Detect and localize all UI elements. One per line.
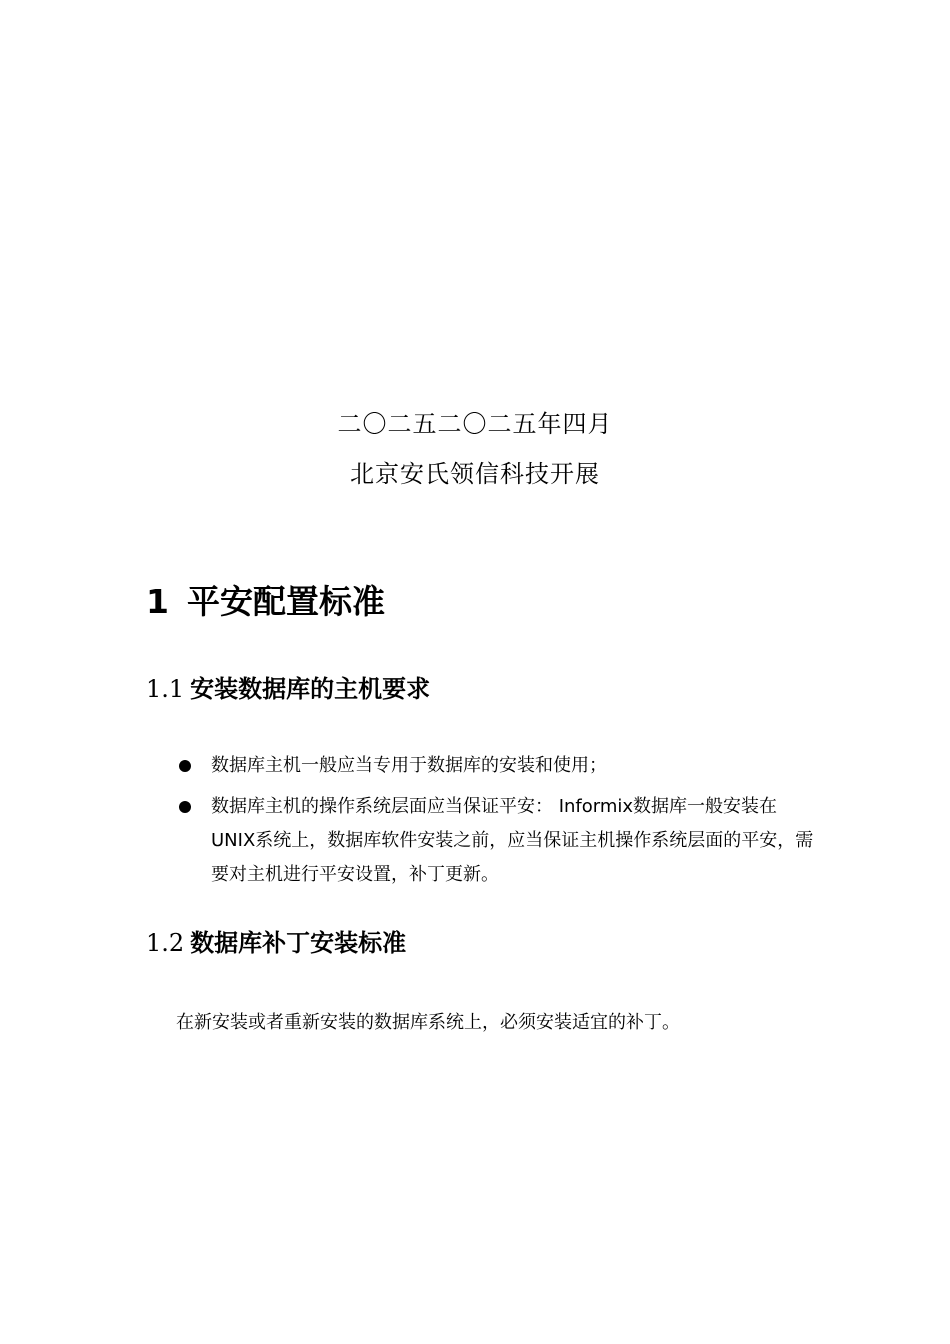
bullet-icon [179, 801, 191, 813]
list-item-text: 数据库主机一般应当专用于数据库的安装和使用； [211, 755, 607, 776]
section-1-2-heading [146, 927, 406, 959]
section-1-1-title: 安装数据库的主机要求 [190, 675, 431, 703]
section-1-2-number: 1.2 [146, 929, 185, 957]
section-1-1-heading [146, 673, 430, 705]
section-1-1-number: 1.1 [146, 675, 185, 703]
section-1-number: 1 [146, 582, 169, 621]
section-1-title: 平安配置标准 [186, 582, 385, 621]
bullet-icon [179, 760, 191, 772]
section-1-heading [146, 580, 385, 624]
cover-date: 二〇二五二〇二五年四月 [337, 410, 613, 438]
list-item [176, 790, 816, 892]
cover-organization: 北京安氏领信科技开展 [350, 460, 600, 488]
list-item [176, 749, 816, 783]
section-1-2-paragraph: 在新安装或者重新安装的数据库系统上，必须安装适宜的补丁。 [176, 1012, 680, 1033]
section-1-2-title: 数据库补丁安装标准 [190, 929, 407, 957]
requirements-list [176, 749, 816, 899]
list-item-text: 数据库主机的操作系统层面应当保证平安： Informix数据库一般安装在UNIX系统上，数据库软件安装之前，应当保证主机操作系统层面的平安，需要对主机进行平安设置，补丁更新。 [211, 796, 814, 885]
